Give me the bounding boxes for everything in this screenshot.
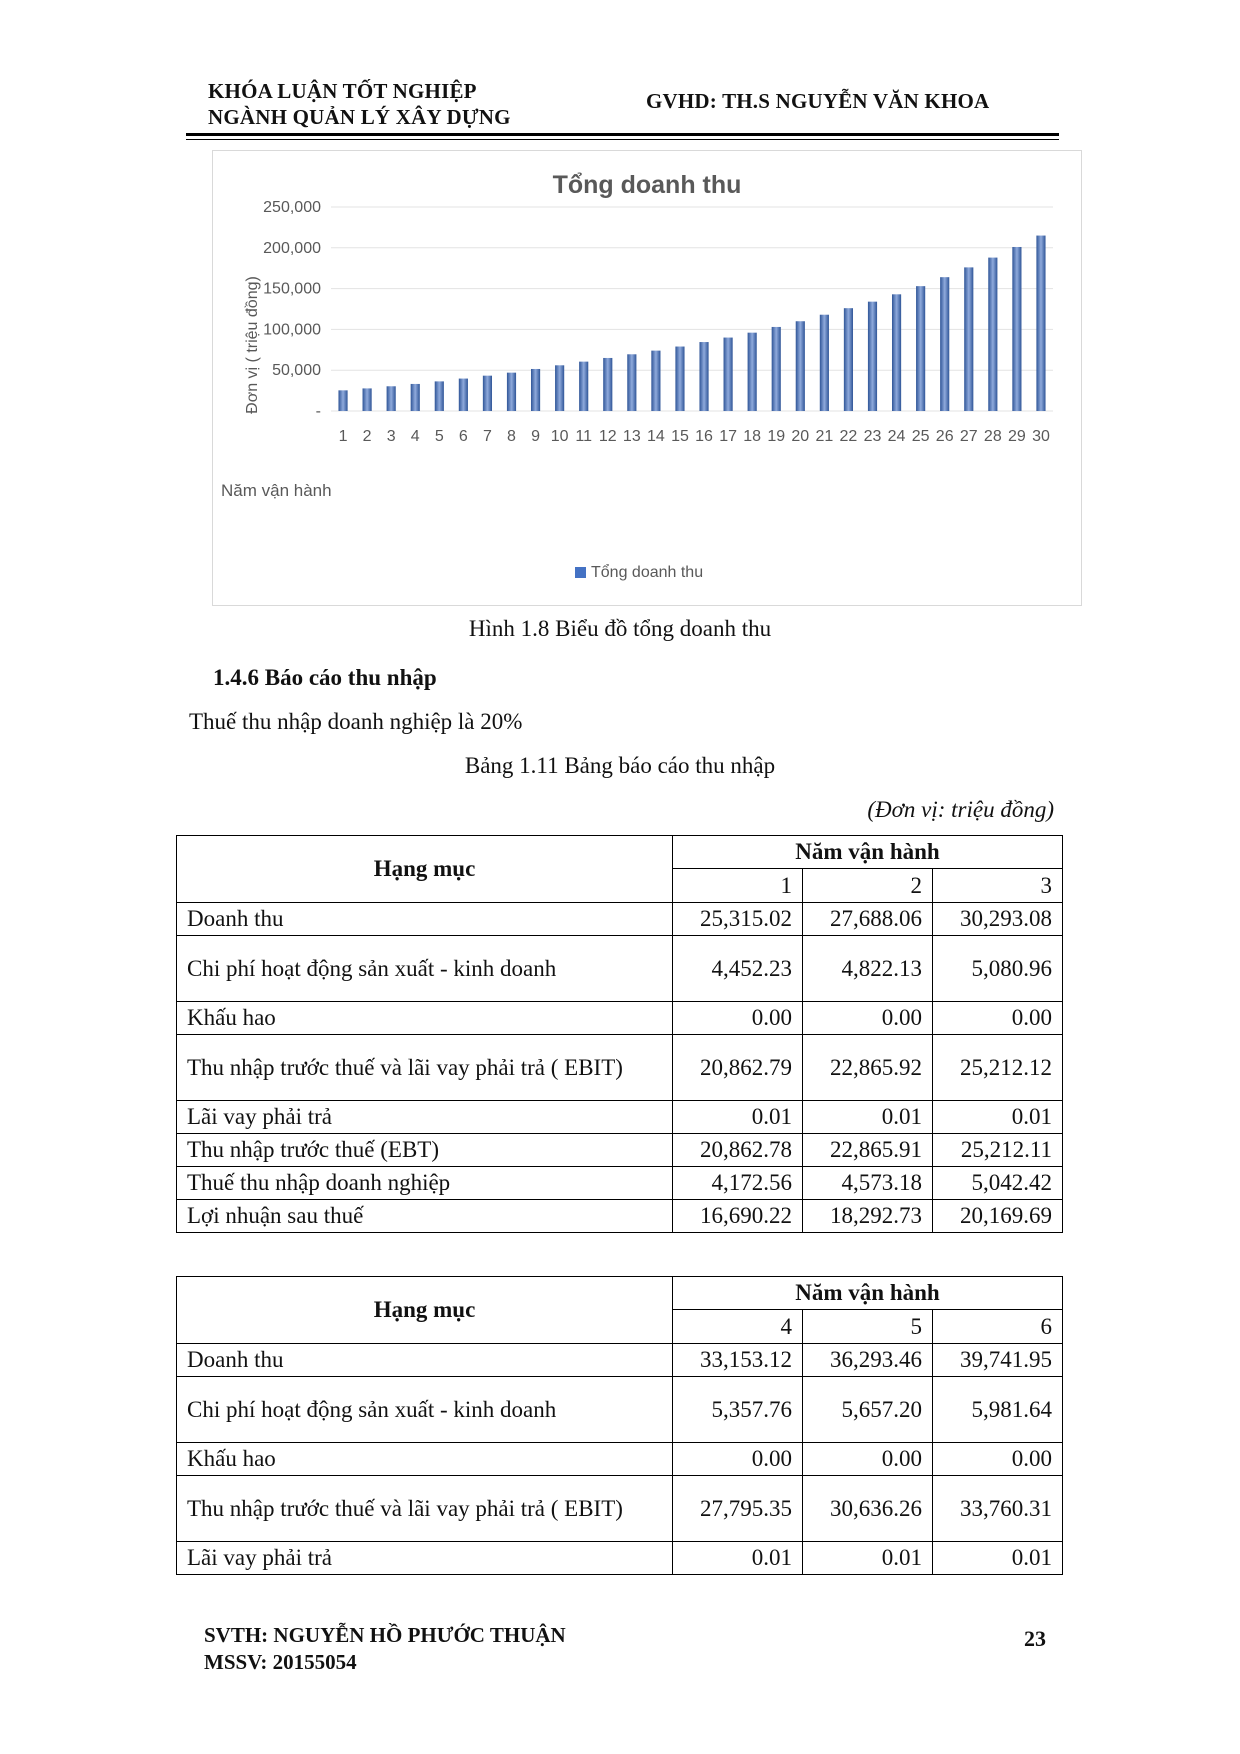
cell-value: 0.00 [933, 1443, 1063, 1476]
cell-value: 25,315.02 [673, 903, 803, 936]
chart-bar [675, 347, 684, 411]
table-group-header: Năm vận hành [673, 836, 1063, 869]
y-tick-label: 50,000 [272, 362, 321, 380]
chart-bar [940, 277, 949, 411]
chart-bar [748, 333, 757, 411]
revenue-chart [212, 150, 1082, 606]
chart-bar [555, 365, 564, 411]
x-tick-label: 20 [791, 428, 810, 445]
x-tick-label: 13 [622, 428, 641, 445]
unit-note: (Đơn vị: triệu đồng) [867, 797, 1054, 822]
table-row [177, 1476, 1063, 1542]
y-tick-label: 250,000 [263, 199, 321, 216]
cell-value: 0.01 [933, 1101, 1063, 1134]
cell-value: 25,212.12 [933, 1035, 1063, 1101]
year-header: 3 [933, 869, 1063, 903]
x-tick-label: 4 [410, 428, 420, 445]
chart-bar [459, 379, 468, 411]
table-row [177, 1377, 1063, 1443]
x-tick-label: 25 [911, 428, 930, 445]
year-header: 6 [933, 1310, 1063, 1344]
year-header: 5 [803, 1310, 933, 1344]
x-tick-label: 19 [767, 428, 786, 445]
section-heading: 1.4.6 Báo cáo thu nhập [213, 665, 437, 690]
cell-value: 5,981.64 [933, 1377, 1063, 1443]
cell-value: 0.00 [803, 1002, 933, 1035]
x-tick-label: 1 [338, 428, 348, 445]
cell-value: 5,042.42 [933, 1167, 1063, 1200]
header-line1: KHÓA LUẬN TỐT NGHIỆP [208, 79, 477, 103]
chart-bar [435, 381, 444, 411]
row-label: Thuế thu nhập doanh nghiệp [177, 1167, 673, 1200]
x-tick-label: 17 [719, 428, 737, 445]
table-row [177, 903, 1063, 936]
table-row [177, 1134, 1063, 1167]
income-table-years-1-3 [176, 835, 1063, 1233]
header-title [208, 78, 511, 130]
chart-bar [796, 321, 805, 411]
table-row [177, 1443, 1063, 1476]
table-row [177, 936, 1063, 1002]
table-col-header: Hạng mục [177, 1277, 673, 1344]
cell-value: 5,357.76 [673, 1377, 803, 1443]
x-tick-label: 2 [362, 428, 372, 445]
cell-value: 0.00 [803, 1443, 933, 1476]
y-tick-label: 200,000 [263, 239, 321, 257]
row-label: Chi phí hoạt động sản xuất - kinh doanh [177, 1377, 673, 1443]
cell-value: 27,795.35 [673, 1476, 803, 1542]
cell-value: 33,153.12 [673, 1344, 803, 1377]
x-tick-label: 28 [983, 428, 1002, 445]
x-tick-label: 26 [935, 428, 954, 445]
x-tick-label: 3 [386, 428, 396, 445]
x-tick-label: 9 [531, 428, 541, 445]
year-header: 1 [673, 869, 803, 903]
row-label: Thu nhập trước thuế và lãi vay phải trả ( EBIT) [177, 1035, 673, 1101]
cell-value: 16,690.22 [673, 1200, 803, 1233]
chart-bar [1036, 236, 1045, 411]
header-rule-thin [186, 139, 1059, 140]
cell-value: 0.00 [933, 1002, 1063, 1035]
chart-bar [483, 376, 492, 411]
chart-bar [964, 267, 973, 411]
cell-value: 33,760.31 [933, 1476, 1063, 1542]
cell-value: 30,293.08 [933, 903, 1063, 936]
cell-value: 4,573.18 [803, 1167, 933, 1200]
footer-student-name: SVTH: NGUYỄN HỒ PHƯỚC THUẬN [204, 1623, 566, 1647]
row-label: Chi phí hoạt động sản xuất - kinh doanh [177, 936, 673, 1002]
x-tick-label: 15 [671, 428, 689, 445]
chart-bar [411, 384, 420, 411]
x-tick-label: 8 [507, 428, 516, 445]
chart-bar [338, 390, 347, 411]
table-row [177, 1542, 1063, 1575]
row-label: Lãi vay phải trả [177, 1101, 673, 1134]
x-tick-label: 12 [598, 428, 617, 445]
x-tick-label: 22 [839, 428, 858, 445]
footer-student-id: MSSV: 20155054 [204, 1650, 357, 1674]
x-tick-label: 11 [575, 428, 593, 445]
cell-value: 30,636.26 [803, 1476, 933, 1542]
chart-bar [916, 286, 925, 411]
chart-title: Tổng doanh thu [552, 171, 742, 199]
table-row [177, 1344, 1063, 1377]
chart-x-axis-label: Năm vận hành [221, 481, 332, 500]
x-tick-label: 14 [647, 428, 665, 445]
y-tick-label: 100,000 [263, 321, 321, 339]
x-tick-label: 30 [1032, 428, 1050, 445]
chart-bar [627, 354, 636, 411]
legend-label: Tổng doanh thu [591, 564, 704, 581]
chart-bar [699, 342, 708, 411]
row-label: Thu nhập trước thuế và lãi vay phải trả ( EBIT) [177, 1476, 673, 1542]
chart-bar [531, 369, 540, 411]
chart-bar [579, 362, 588, 411]
x-tick-label: 10 [550, 428, 569, 445]
header-rule-thick [186, 133, 1059, 136]
header-line2: NGÀNH QUẢN LÝ XÂY DỰNG [208, 105, 511, 129]
cell-value: 27,688.06 [803, 903, 933, 936]
cell-value: 5,657.20 [803, 1377, 933, 1443]
cell-value: 18,292.73 [803, 1200, 933, 1233]
table-row [177, 1101, 1063, 1134]
x-tick-label: 27 [959, 428, 978, 445]
cell-value: 5,080.96 [933, 936, 1063, 1002]
chart-bar [892, 294, 901, 411]
x-tick-label: 16 [695, 428, 713, 445]
cell-value: 4,452.23 [673, 936, 803, 1002]
cell-value: 0.01 [673, 1542, 803, 1575]
year-header: 4 [673, 1310, 803, 1344]
cell-value: 0.00 [673, 1002, 803, 1035]
chart-bar [603, 358, 612, 411]
row-label: Lợi nhuận sau thuế [177, 1200, 673, 1233]
x-tick-label: 21 [815, 428, 834, 445]
cell-value: 20,862.79 [673, 1035, 803, 1101]
x-tick-label: 5 [434, 428, 444, 445]
chart-bar [651, 351, 660, 411]
cell-value: 36,293.46 [803, 1344, 933, 1377]
x-tick-label: 29 [1008, 428, 1026, 445]
income-table-years-4-6 [176, 1276, 1063, 1575]
tax-rate-paragraph: Thuế thu nhập doanh nghiệp là 20% [189, 709, 523, 734]
cell-value: 0.01 [933, 1542, 1063, 1575]
cell-value: 25,212.11 [933, 1134, 1063, 1167]
footer-student [204, 1622, 566, 1676]
row-label: Khấu hao [177, 1002, 673, 1035]
cell-value: 20,862.78 [673, 1134, 803, 1167]
row-label: Lãi vay phải trả [177, 1542, 673, 1575]
chart-canvas [213, 151, 1081, 605]
cell-value: 4,822.13 [803, 936, 933, 1002]
legend-swatch [575, 567, 586, 578]
table-row [177, 1035, 1063, 1101]
chart-bar [868, 302, 877, 411]
x-tick-label: 7 [482, 428, 492, 445]
year-header: 2 [803, 869, 933, 903]
chart-y-axis-label: Đơn vị ( triệu đồng) [244, 276, 261, 414]
chart-bar [988, 258, 997, 411]
x-tick-label: 6 [458, 428, 468, 445]
chart-bar [507, 373, 516, 411]
table-caption: Bảng 1.11 Bảng báo cáo thu nhập [464, 753, 776, 778]
row-label: Khấu hao [177, 1443, 673, 1476]
table-row [177, 1200, 1063, 1233]
table-row [177, 1167, 1063, 1200]
cell-value: 22,865.91 [803, 1134, 933, 1167]
cell-value: 0.01 [803, 1101, 933, 1134]
cell-value: 39,741.95 [933, 1344, 1063, 1377]
chart-bar [1012, 247, 1021, 411]
chart-bar [363, 388, 372, 411]
chart-bar [387, 386, 396, 411]
row-label: Doanh thu [177, 903, 673, 936]
page-number: 23 [1024, 1626, 1046, 1651]
table-group-header: Năm vận hành [673, 1277, 1063, 1310]
row-label: Doanh thu [177, 1344, 673, 1377]
x-tick-label: 18 [743, 428, 762, 445]
cell-value: 0.01 [803, 1542, 933, 1575]
row-label: Thu nhập trước thuế (EBT) [177, 1134, 673, 1167]
x-tick-label: 24 [887, 428, 906, 445]
table-row [177, 1002, 1063, 1035]
cell-value: 20,169.69 [933, 1200, 1063, 1233]
chart-bar [724, 338, 733, 411]
y-tick-label: - [315, 403, 321, 420]
x-tick-label: 23 [863, 428, 882, 445]
cell-value: 0.00 [673, 1443, 803, 1476]
table-col-header: Hạng mục [177, 836, 673, 903]
cell-value: 4,172.56 [673, 1167, 803, 1200]
header-advisor: GVHD: TH.S NGUYỄN VĂN KHOA [646, 89, 990, 113]
chart-bar [772, 327, 781, 411]
cell-value: 22,865.92 [803, 1035, 933, 1101]
chart-bar [820, 315, 829, 411]
chart-bar [844, 308, 853, 411]
y-tick-label: 150,000 [263, 280, 321, 298]
figure-caption: Hình 1.8 Biểu đồ tổng doanh thu [468, 616, 772, 641]
cell-value: 0.01 [673, 1101, 803, 1134]
